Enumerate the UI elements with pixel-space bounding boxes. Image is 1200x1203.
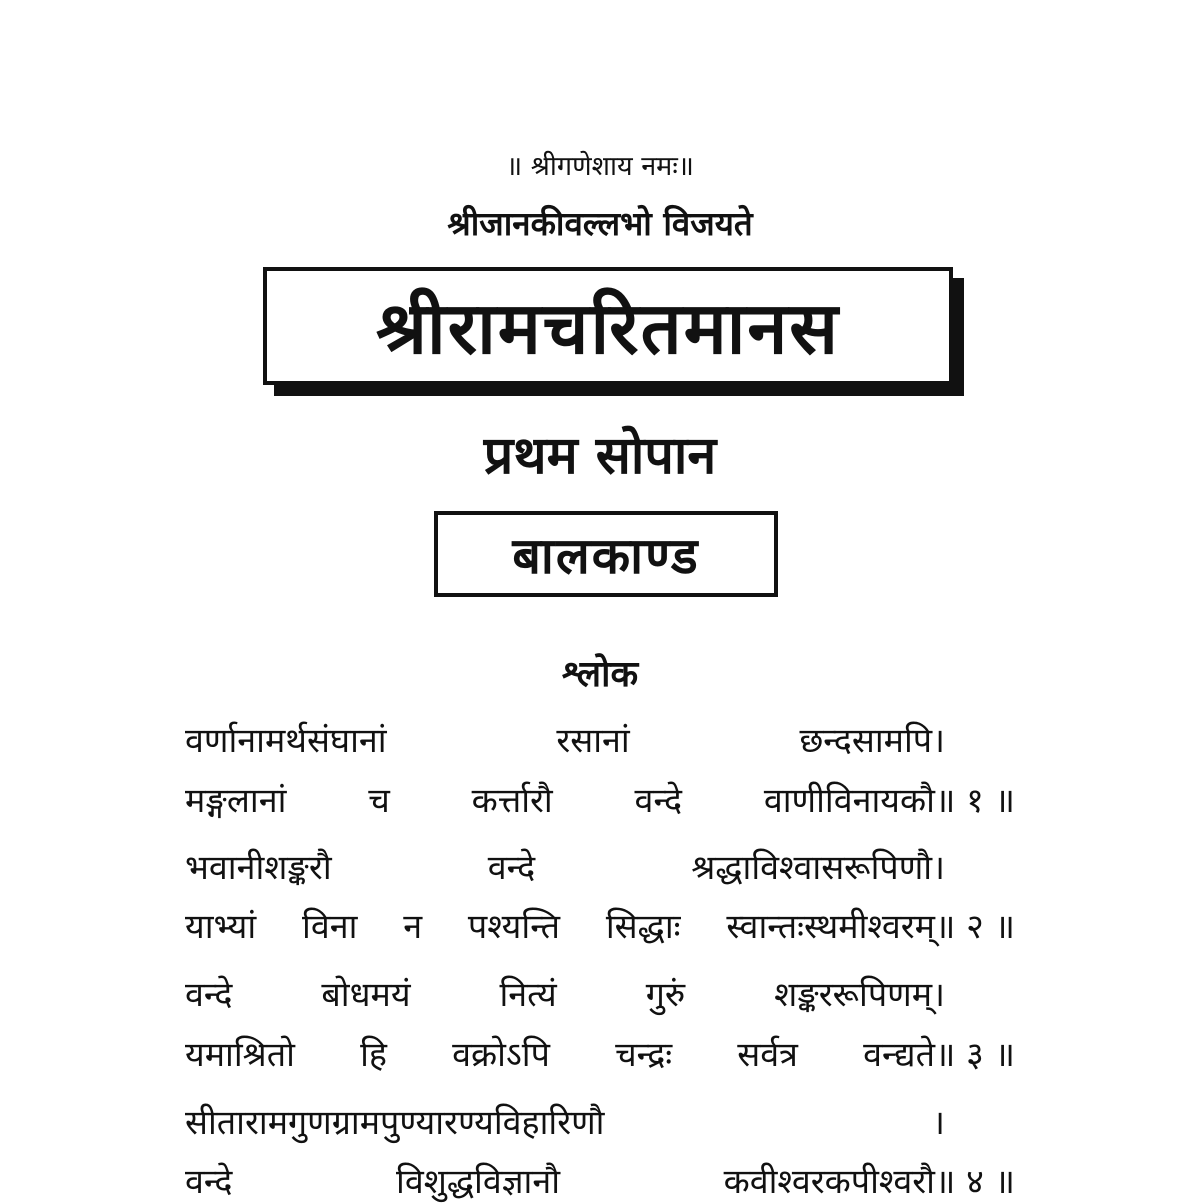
title-box (263, 267, 953, 385)
verse-word: कवीश्वरकपीश्वरौ॥ ४ ॥ (723, 1162, 1015, 1202)
verse-line (185, 1157, 1015, 1203)
verse-word: बोधमयं (321, 975, 411, 1015)
kanda-box (434, 511, 778, 597)
verse-word: वन्दे (487, 848, 536, 888)
verse-line (185, 1030, 1015, 1076)
verse-word: पश्यन्ति (467, 907, 561, 947)
verse-line (185, 776, 1015, 822)
verse-word: वर्णानामर्थसंघानां (185, 721, 387, 761)
verse-word: सिद्धाः (605, 907, 681, 947)
verse-word: मङ्गलानां (185, 781, 287, 821)
verse-word: विशुद्धविज्ञानौ (396, 1162, 561, 1202)
verse-word: शङ्कररूपिणम्। (774, 975, 945, 1015)
verse-word: नित्यं (499, 975, 557, 1015)
verse-word: वक्रोऽपि (452, 1035, 550, 1075)
verse-word: याभ्यां (185, 907, 257, 947)
verse-line (185, 902, 1015, 948)
verse-word: । (932, 1103, 945, 1143)
verse-word: वन्दे (185, 1162, 233, 1202)
page-title: श्रीरामचरितमानस (376, 286, 840, 370)
verse-word: श्रद्धाविश्वासरूपिणौ। (691, 848, 945, 888)
verse-word: च (368, 781, 390, 821)
verse-word: स्वान्तःस्थमीश्वरम्॥ २ ॥ (726, 907, 1015, 947)
section-heading: प्रथम सोपान (483, 426, 717, 486)
verse-word: यमाश्रितो (185, 1035, 295, 1075)
verse-line (185, 970, 945, 1016)
verse-word: विना (302, 907, 358, 947)
verse-word: सर्वत्र (737, 1035, 798, 1075)
verse-word: कर्त्तारौ (471, 781, 553, 821)
kanda-title: बालकाण्ड (512, 527, 700, 585)
subtitle: श्रीजानकीवल्लभो विजयते (447, 204, 753, 243)
verse-line (185, 843, 945, 889)
verse-word: सीतारामगुणग्रामपुण्यारण्यविहारिणौ (185, 1103, 605, 1143)
invocation-line: ॥ श्रीगणेशाय नमः॥ (506, 151, 694, 182)
verse-line (185, 716, 945, 762)
verse-word: वाणीविनायकौ॥ १ ॥ (763, 781, 1015, 821)
verse-word: न (403, 907, 423, 947)
shloka-heading: श्लोक (561, 654, 639, 695)
verse-word: भवानीशङ्करौ (185, 848, 332, 888)
verse-word: गुरुं (645, 975, 686, 1015)
verse-line (185, 1098, 945, 1144)
verse-word: छन्दसामपि। (799, 721, 945, 761)
verse-word: रसानां (556, 721, 630, 761)
verse-word: हि (360, 1035, 387, 1075)
verse-word: चन्द्रः (615, 1035, 673, 1075)
verse-word: वन्दे (634, 781, 683, 821)
verse-word: वन्दे (185, 975, 233, 1015)
verse-word: वन्द्यते॥ ३ ॥ (863, 1035, 1015, 1075)
